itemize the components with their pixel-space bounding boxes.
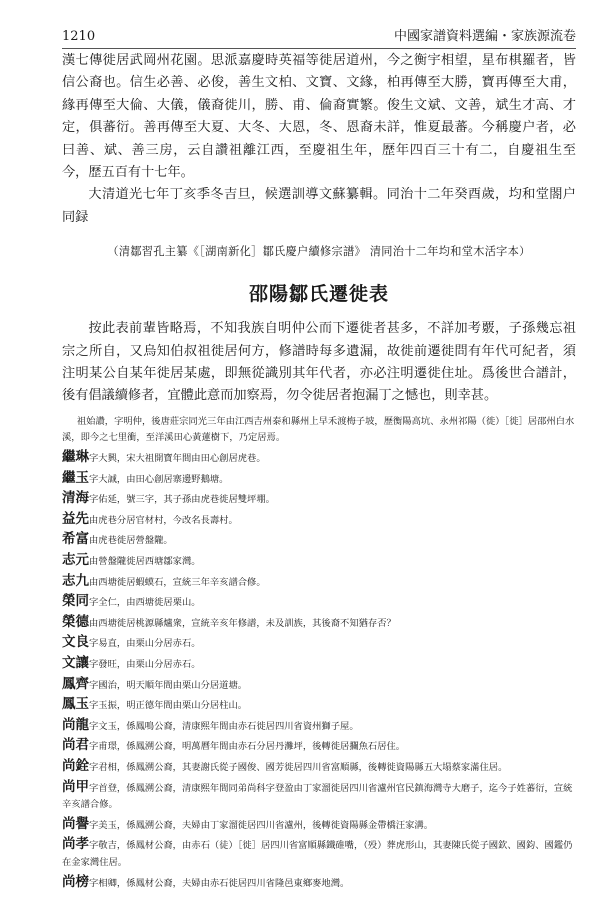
page-header (62, 18, 576, 49)
list-item (62, 816, 576, 835)
entry-text: 字易直，由栗山分居赤石。 (89, 638, 201, 650)
entry-name: 益先 (62, 510, 89, 527)
entry-text: 由虎巷分居官材村，今改名長壽村。 (89, 514, 238, 526)
entry-name: 志九 (62, 572, 89, 589)
list-item (62, 449, 576, 468)
list-item (62, 470, 576, 489)
entry-name: 尚譽 (62, 815, 89, 832)
list-item (62, 511, 576, 530)
entry-name: 尚龍 (62, 716, 89, 733)
page-number: 1210 (62, 29, 96, 44)
list-item (62, 414, 576, 447)
prev-text-paragraph: 漢七傳徙居武岡州花園。思派嘉慶時英福等徙居道州，今之衡宇相望，星布棋羅者，皆信公裔也。信生必善、必俊，善生文柏、文寶、文緣，柏再傳至大勝，寶再傳至大甫，緣再傳至大倫、大儀，儀裔徙川，勝、甫、倫裔實繁。俊生文斌、文善，斌生才高、才定，俱蕃衍。善再傳至大夏、大冬、大恩，冬、恩裔未詳，惟夏最蕃。今稱慶户者，必曰善、斌、善三房，云自讚祖離江西，至慶祖生年，歷年四百三十有二，自慶祖生至今，歷五百有十七年。 (62, 53, 576, 181)
entry-name: 鳳齊 (62, 675, 89, 692)
section-intro: 按此表前輩皆略焉，不知我族自明仲公而下遷徙者甚多，不詳加考覈，子孫幾忘祖宗之所自，又烏知伯叔祖徙居何方，修譜時每多遺漏，故徙前遷徙問有年代可紀者，須注明某公自某年徙居某處，即無從識別其年代者，亦必注明遷徙住址。爲後世合譜計，後有倡議續修者，宜體此意而加察焉，勿令徙居者抱漏丁之憾也，則幸甚。 (62, 321, 576, 404)
list-item (62, 614, 576, 633)
entry-name: 祖始讚 (76, 415, 105, 427)
section-title: 邵陽鄒氏遷徙表 (248, 283, 389, 306)
entry-text: 字國治，明天順年間由栗山分居道塘。 (89, 679, 248, 691)
entry-name: 希富 (62, 531, 89, 548)
list-item (62, 676, 576, 695)
entry-text: 字全仁，由西塘徙居栗山。 (89, 597, 201, 609)
list-item (62, 874, 576, 893)
book-title: 中國家譜資料選編・家族源流卷 (393, 29, 576, 44)
entry-name: 尚銓 (62, 757, 89, 774)
list-item (62, 552, 576, 571)
list-item (62, 655, 576, 674)
source-note: （清鄒習孔主纂《［湖南新化］鄒氏慶户續修宗譜》 清同治十二年均和堂木活字本） (107, 245, 531, 259)
page-content (62, 50, 576, 894)
list-item (62, 696, 576, 715)
list-item (62, 490, 576, 509)
entry-text: 字甫璟，係鳳溯公裔，明萬曆年間由赤石分居丹灘坪，後轉徙居攔魚石居住。 (89, 741, 406, 753)
migration-entries (62, 414, 576, 892)
entry-text: ，字明仲，後唐莊宗同光三年由江西吉州泰和縣州上早禾渡梅子坡，歷衡陽高坑、永州祁陽（徙）［徙］居邵州白水溪，即今之七里衝，至洋溪田心黃蓮樹下，乃定居焉。 (62, 415, 575, 444)
entry-text: 字發旺，由栗山分居赤石。 (89, 659, 201, 670)
entry-text: 字大興，宋大祖開寶年間由田心創居虎巷。 (89, 453, 266, 465)
entry-text: 由西塘徙居桃源縣爐衆，宣統辛亥年修譜，未及訓族，其後裔不知猶存否？ (89, 617, 396, 629)
list-item (62, 531, 576, 550)
entry-text: 字首登，係鳳溯公裔，清康熙年間同弟尚科字登盈由丁家溜徙居四川省瀘州官民鎮海灣寺大磨子，迄今子姓蕃衍，宣統辛亥譜合修。 (62, 782, 573, 811)
list-item (62, 779, 576, 814)
entry-text: 字相卿，係鳳材公裔，夫婦由赤石徙居四川省隆邑東鄉麥地灣。 (89, 877, 350, 889)
entry-text: 字美玉，係鳳溯公裔，夫婦由丁家溜徙居四川省瀘州，後轉徙資陽縣金帶橋汪家溝。 (89, 819, 433, 831)
list-item (62, 758, 576, 777)
entry-name: 尚君 (62, 737, 89, 754)
entry-name: 繼琳 (62, 449, 89, 466)
entry-text: 字敬吉，係鳳材公裔，由赤石（徒）［徙］居四川省富順縣鐵碓嘴，（殁）葬虎形山，其妻陳氏從子國欽、國鈞、國鑑仍在金家灣住居。 (62, 840, 573, 868)
list-item (62, 573, 576, 592)
entry-name: 清海 (62, 490, 89, 507)
entry-name: 文良 (62, 634, 89, 651)
entry-text: 字玉振，明正德年間由栗山分居柱山。 (89, 700, 248, 712)
entry-name: 榮同 (62, 593, 89, 610)
list-item (62, 717, 576, 736)
entry-text: 由虎巷徙居營盤隴。 (89, 535, 173, 547)
entry-text: 字大誠，由田心創居寨邊野鵝塘。 (89, 473, 229, 485)
entry-name: 繼玉 (62, 469, 89, 486)
list-item (62, 737, 576, 756)
prev-text-colophon: 大清道光七年丁亥季冬吉旦，候選訓導文蘇纂輯。同治十二年癸酉歲，均和堂閤户同録 (62, 187, 576, 225)
list-item (62, 634, 576, 653)
entry-name: 文讓 (62, 655, 89, 671)
entry-name: 鳳玉 (62, 696, 89, 713)
entry-name: 榮德 (62, 613, 89, 630)
entry-name: 尚榜 (62, 873, 89, 890)
entry-name: 尚甲 (62, 778, 89, 795)
list-item (62, 836, 576, 871)
entry-text: 由營盤隴徙居西塘鄒家灣。 (89, 556, 201, 568)
entry-text: 字君相，係鳳溯公裔，其妻謝氏從子國俊、國芳徙居四川省富順縣，後轉徙資陽縣五大塌蔡家滿住居。 (89, 761, 508, 773)
entry-name: 志元 (62, 552, 89, 569)
entry-text: 字文玉，係鳳鳴公裔，清康熙年間由赤石徙居四川省資州獅子屋。 (89, 720, 359, 732)
list-item (62, 593, 576, 612)
entry-name: 尚孝 (62, 836, 89, 853)
entry-text: 由西塘徙居蝦蟆石，宣統三年辛亥譜合修。 (89, 576, 266, 588)
entry-text: 字佑延，號三字，其子孫由虎巷徙居雙坪堋。 (89, 494, 275, 506)
